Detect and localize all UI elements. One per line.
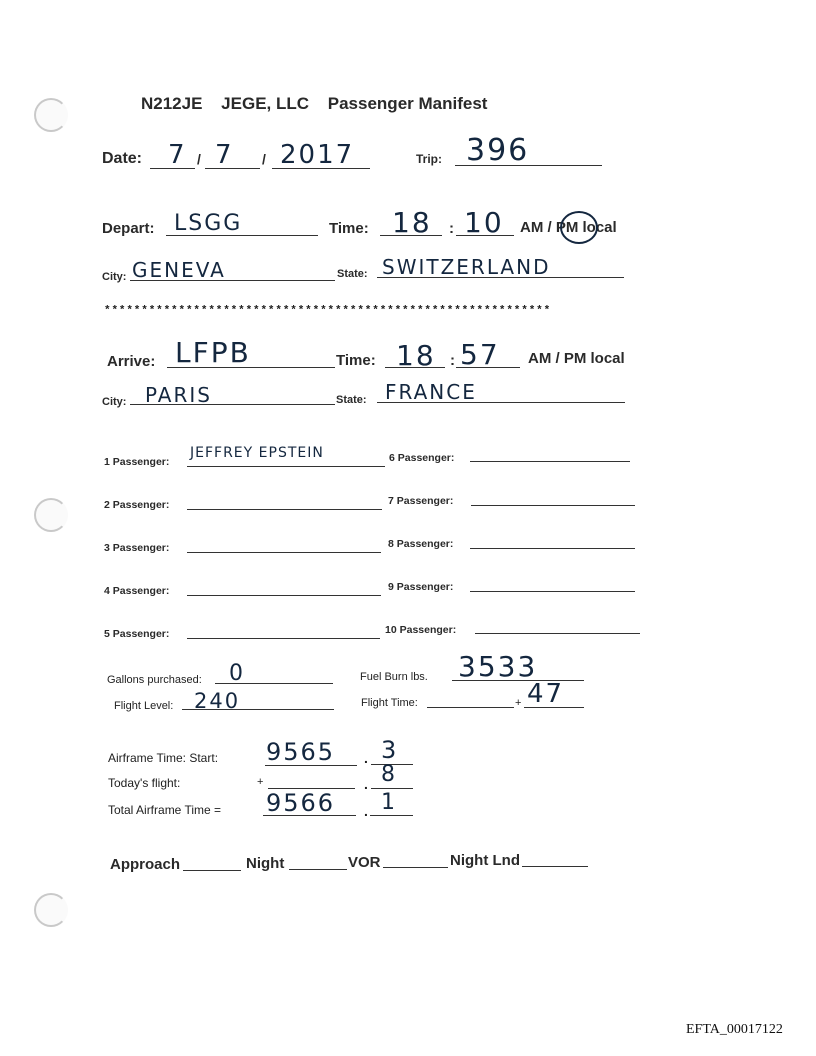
passenger-9-line — [470, 591, 635, 592]
depart-label: Depart: — [102, 220, 155, 237]
total-airframe-label: Total Airframe Time = — [108, 803, 222, 817]
passenger-9-label: 9 Passenger: — [388, 581, 454, 593]
passenger-1-value[interactable]: JEFFREY EPSTEIN — [190, 445, 324, 461]
total-airframe-tenth[interactable]: 1 — [381, 790, 397, 815]
fuel-burn-label: Fuel Burn lbs. — [360, 671, 428, 683]
depart-state[interactable]: SWITZERLAND — [382, 255, 551, 279]
arrive-state[interactable]: FRANCE — [385, 380, 477, 404]
depart-city-label: City: — [102, 271, 127, 283]
document-id: EFTA_00017122 — [686, 1022, 783, 1037]
todays-flight-label: Today's flight: — [108, 776, 181, 790]
flight-time-value[interactable]: 47 — [527, 679, 565, 709]
passenger-7-line — [471, 505, 635, 506]
passenger-4-label: 4 Passenger: — [104, 585, 170, 597]
depart-time-colon: : — [449, 220, 454, 237]
passenger-3-line — [187, 552, 381, 553]
airframe-start-tenth[interactable]: 3 — [381, 736, 399, 764]
total-airframe-whole[interactable]: 9566 — [266, 789, 336, 817]
arrive-city[interactable]: PARIS — [145, 383, 212, 407]
date-month[interactable]: 7 — [168, 140, 187, 170]
total-airframe-tenth-line — [370, 815, 413, 816]
trip-label: Trip: — [416, 152, 442, 166]
passenger-4-line — [187, 595, 381, 596]
depart-time-label: Time: — [329, 220, 369, 237]
arrive-minute[interactable]: 57 — [460, 338, 500, 371]
todays-flight-dot: . — [364, 776, 368, 792]
vor-label: VOR — [348, 854, 381, 871]
fuel-burn-value[interactable]: 3533 — [458, 650, 538, 683]
passenger-5-line — [187, 638, 380, 639]
depart-minute[interactable]: 10 — [464, 206, 504, 239]
binder-hole-top — [34, 98, 68, 132]
asterisk-divider: ************************************************************ — [104, 305, 552, 317]
company-name: JEGE, LLC — [221, 94, 310, 113]
passenger-6-line — [470, 461, 630, 462]
binder-hole-middle — [34, 498, 68, 532]
depart-city[interactable]: GENEVA — [132, 258, 226, 282]
approach-line — [183, 870, 241, 871]
flight-level-label: Flight Level: — [114, 700, 174, 712]
depart-ampm-label: AM / PM local — [520, 219, 617, 236]
night-lnd-line — [522, 866, 588, 867]
arrive-value[interactable]: LFPB — [175, 336, 251, 369]
passenger-6-label: 6 Passenger: — [389, 452, 455, 464]
night-line — [289, 869, 347, 870]
pm-circle-mark — [560, 211, 598, 244]
depart-hour[interactable]: 18 — [392, 206, 432, 239]
passenger-1-line — [187, 466, 385, 467]
tail-number: N212JE — [141, 94, 203, 113]
passenger-1-label: 1 Passenger: — [104, 456, 170, 468]
binder-hole-bottom — [34, 893, 68, 927]
airframe-start-whole[interactable]: 9565 — [266, 738, 336, 766]
depart-state-label: State: — [337, 268, 368, 280]
passenger-8-line — [470, 548, 635, 549]
flight-time-plus: + — [515, 697, 522, 709]
trip-value[interactable]: 396 — [466, 133, 530, 168]
arrive-ampm-label: AM / PM local — [528, 350, 625, 367]
passenger-8-label: 8 Passenger: — [388, 538, 454, 550]
passenger-3-label: 3 Passenger: — [104, 542, 170, 554]
arrive-state-label: State: — [336, 394, 367, 406]
night-lnd-label: Night Lnd — [450, 852, 520, 869]
gallons-label: Gallons purchased: — [107, 674, 202, 686]
passenger-10-line — [475, 633, 640, 634]
date-separator-2: / — [262, 151, 266, 167]
arrive-city-label: City: — [102, 396, 127, 408]
passenger-5-label: 5 Passenger: — [104, 628, 170, 640]
flight-level-value[interactable]: 240 — [194, 689, 241, 713]
passenger-2-label: 2 Passenger: — [104, 499, 170, 511]
approach-label: Approach — [110, 856, 181, 873]
total-airframe-dot: . — [364, 803, 368, 819]
gallons-value[interactable]: 0 — [229, 661, 245, 686]
date-year[interactable]: 2017 — [280, 140, 355, 170]
airframe-start-dot: . — [364, 750, 368, 766]
passenger-10-label: 10 Passenger: — [385, 624, 457, 636]
arrive-hour[interactable]: 18 — [396, 339, 436, 372]
date-separator-1: / — [197, 151, 201, 167]
date-label: Date: — [102, 150, 143, 167]
flight-time-line — [427, 707, 514, 708]
todays-flight-tenth[interactable]: 8 — [381, 762, 397, 787]
arrive-time-label: Time: — [336, 352, 376, 369]
vor-line — [383, 867, 448, 868]
passenger-7-label: 7 Passenger: — [388, 495, 454, 507]
form-header — [141, 94, 487, 114]
todays-flight-tenth-line — [371, 788, 413, 789]
todays-flight-plus: + — [257, 776, 264, 788]
date-day[interactable]: 7 — [215, 140, 234, 170]
passenger-2-line — [187, 509, 382, 510]
arrive-label: Arrive: — [107, 353, 156, 370]
arrive-time-colon: : — [450, 352, 455, 369]
night-label: Night — [246, 855, 285, 872]
flight-time-label: Flight Time: — [361, 697, 418, 709]
depart-value[interactable]: LSGG — [174, 211, 243, 236]
airframe-start-label: Airframe Time: Start: — [108, 751, 219, 765]
form-title: Passenger Manifest — [327, 94, 488, 113]
